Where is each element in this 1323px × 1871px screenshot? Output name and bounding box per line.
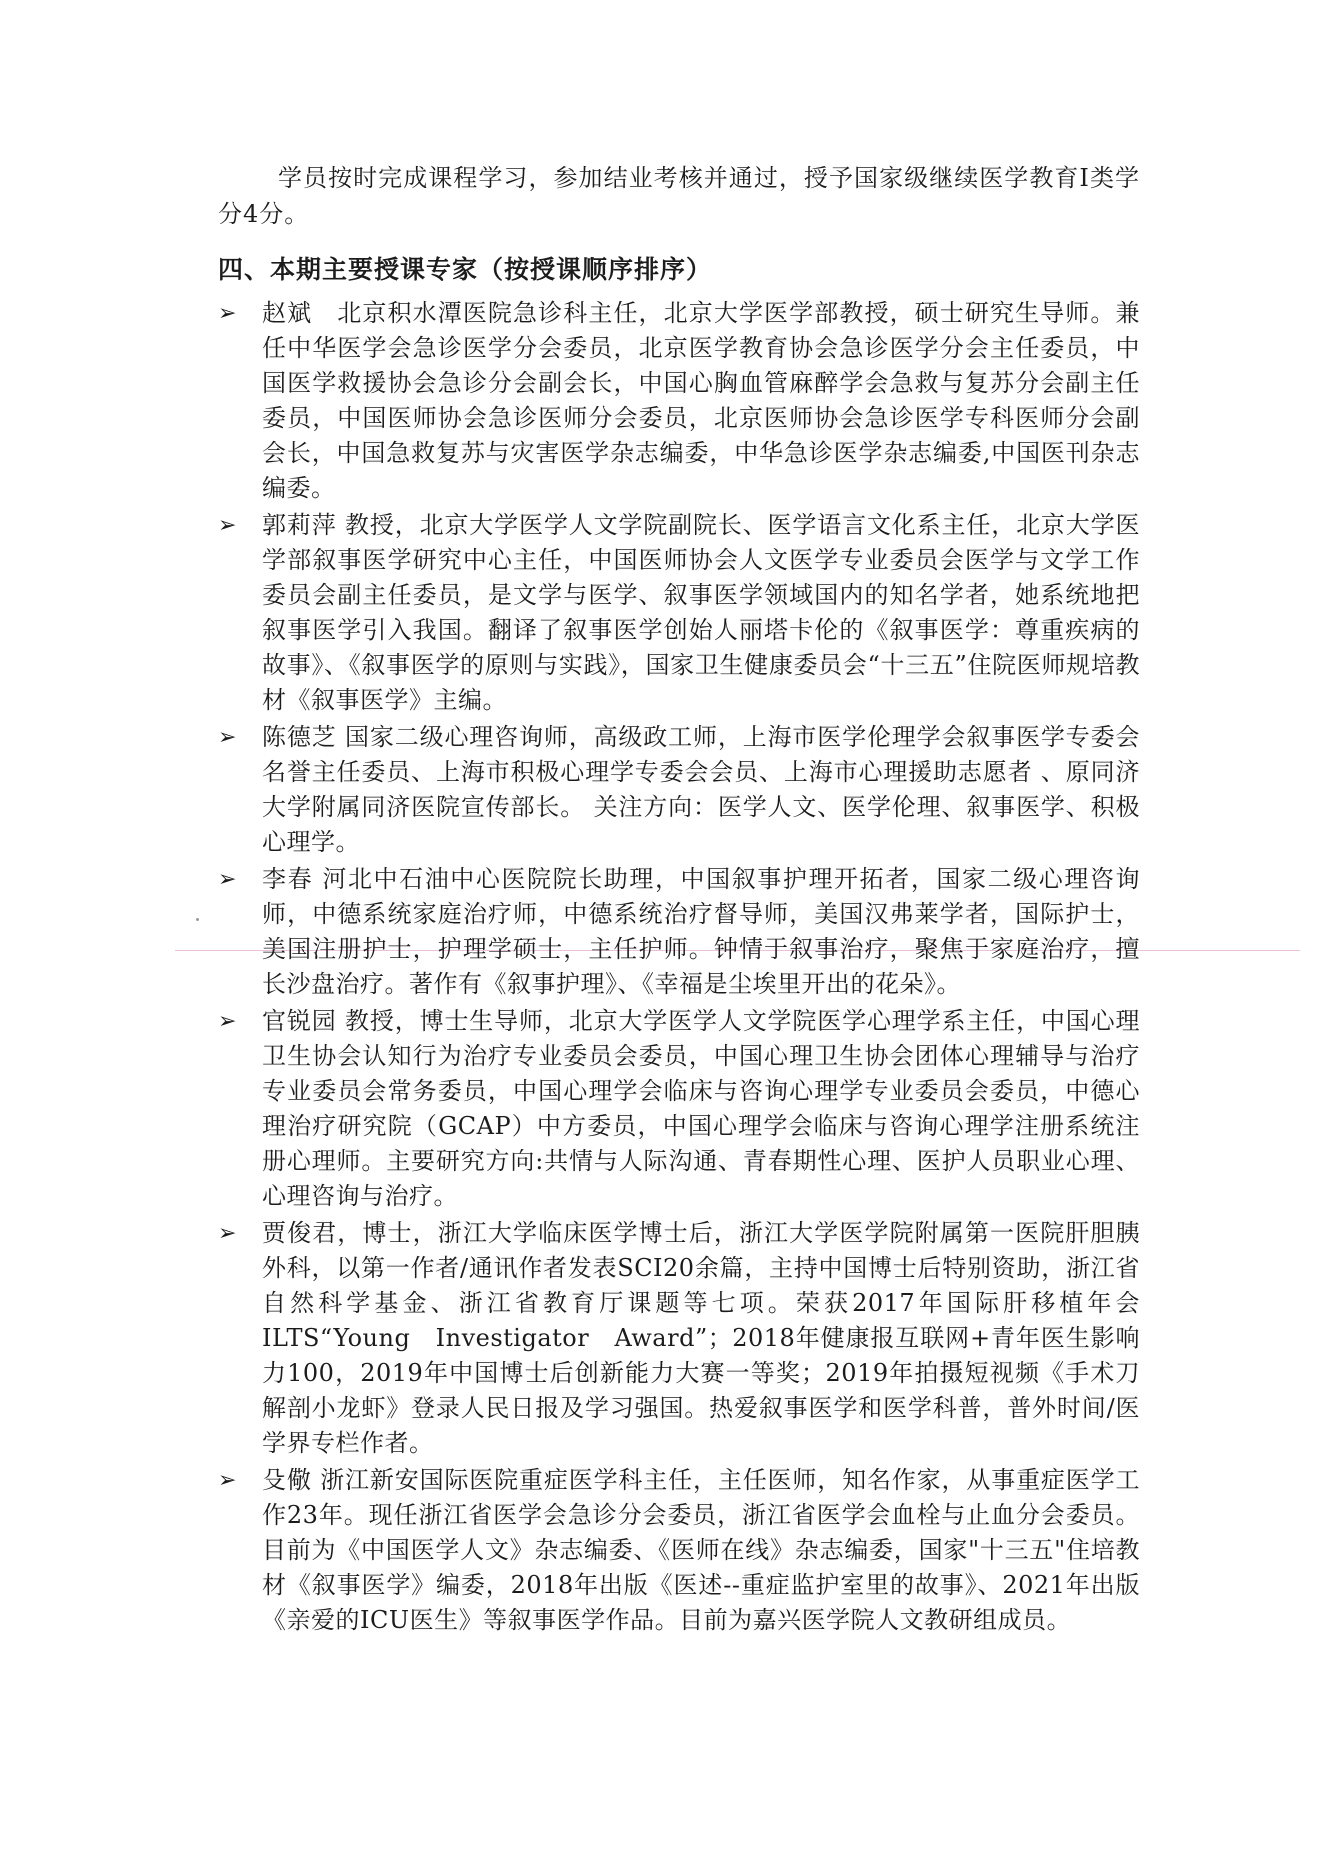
section-heading: 四、本期主要授课专家（按授课顺序排序）	[218, 255, 713, 284]
arrow-bullet-icon: ➢	[218, 513, 237, 538]
expert-bio: 李春 河北中石油中心医院院长助理，中国叙事护理开拓者，国家二级心理咨询师，中德系统家庭治疗师，中德系统治疗督导师，美国汉弗莱学者，国际护士，美国注册护士，护理学硕士，主任护师。钟情于叙事治疗，聚焦于家庭治疗，擅长沙盘治疗。著作有《叙事护理》、《幸福是尘埃里开出的花朵》。	[262, 865, 1140, 998]
arrow-bullet-icon: ➢	[218, 1221, 237, 1246]
list-item	[218, 296, 1140, 506]
expert-bio: 郭莉萍 教授，北京大学医学人文学院副院长、医学语言文化系主任，北京大学医学部叙事医学研究中心主任，中国医师协会人文医学专业委员会医学与文学工作委员会副主任委员，是文学与医学、叙事医学领域国内的知名学者，她系统地把叙事医学引入我国。翻译了叙事医学创始人丽塔卡伦的《叙事医学：尊重疾病的故事》、《叙事医学的原则与实践》，国家卫生健康委员会“十三五”住院医师规培教材《叙事医学》主编。	[262, 511, 1140, 714]
list-item	[218, 1004, 1140, 1214]
arrow-bullet-icon: ➢	[218, 725, 237, 750]
list-item	[218, 1216, 1140, 1461]
intro-paragraph: 学员按时完成课程学习，参加结业考核并通过，授予国家级继续医学教育Ⅰ类学分4分。	[218, 164, 1140, 228]
arrow-bullet-icon: ➢	[218, 1009, 237, 1034]
scan-artifact-dot	[196, 918, 199, 921]
list-item	[218, 508, 1140, 718]
list-item	[218, 1463, 1140, 1638]
expert-list	[218, 296, 1140, 1638]
arrow-bullet-icon: ➢	[218, 867, 237, 892]
list-item	[218, 862, 1140, 1002]
expert-bio: 贾俊君，博士，浙江大学临床医学博士后，浙江大学医学院附属第一医院肝胆胰外科，以第一作者/通讯作者发表SCI20余篇，主持中国博士后特别资助，浙江省自然科学基金、浙江省教育厅课题等七项。荣获2017年国际肝移植年会ILTS“Young Investigator Award”；2018年健康报互联网+青年医生影响力100，2019年中国博士后创新能力大赛一等奖；2019年拍摄短视频《手术刀解剖小龙虾》登录人民日报及学习强国。热爱叙事医学和医学科普，普外时间/医学界专栏作者。	[262, 1219, 1140, 1457]
expert-bio: 殳儆 浙江新安国际医院重症医学科主任，主任医师，知名作家，从事重症医学工作23年。现任浙江省医学会急诊分会委员，浙江省医学会血栓与止血分会委员。目前为《中国医学人文》杂志编委、《医师在线》杂志编委，国家"十三五"住培教材《叙事医学》编委，2018年出版《医述--重症监护室里的故事》、2021年出版《亲爱的ICU医生》等叙事医学作品。目前为嘉兴医学院人文教研组成员。	[262, 1466, 1140, 1634]
expert-bio: 赵斌 北京积水潭医院急诊科主任，北京大学医学部教授，硕士研究生导师。兼任中华医学会急诊医学分会委员，北京医学教育协会急诊医学分会主任委员，中国医学救援协会急诊分会副会长，中国心胸血管麻醉学会急救与复苏分会副主任委员，中国医师协会急诊医师分会委员，北京医师协会急诊医学专科医师分会副会长，中国急救复苏与灾害医学杂志编委，中华急诊医学杂志编委,中国医刊杂志编委。	[262, 299, 1140, 502]
arrow-bullet-icon: ➢	[218, 301, 237, 326]
arrow-bullet-icon: ➢	[218, 1468, 237, 1493]
expert-bio: 官锐园 教授，博士生导师，北京大学医学人文学院医学心理学系主任，中国心理卫生协会认知行为治疗专业委员会委员，中国心理卫生协会团体心理辅导与治疗专业委员会常务委员，中国心理学会临床与咨询心理学专业委员会委员，中德心理治疗研究院（GCAP）中方委员，中国心理学会临床与咨询心理学注册系统注册心理师。主要研究方向:共情与人际沟通、青春期性心理、医护人员职业心理、心理咨询与治疗。	[262, 1007, 1140, 1210]
expert-bio: 陈德芝 国家二级心理咨询师，高级政工师，上海市医学伦理学会叙事医学专委会名誉主任委员、上海市积极心理学专委会会员、上海市心理援助志愿者 、原同济大学附属同济医院宣传部长。 关注方向：医学人文、医学伦理、叙事医学、积极心理学。	[262, 723, 1140, 856]
list-item	[218, 720, 1140, 860]
document-body	[218, 160, 1140, 1640]
